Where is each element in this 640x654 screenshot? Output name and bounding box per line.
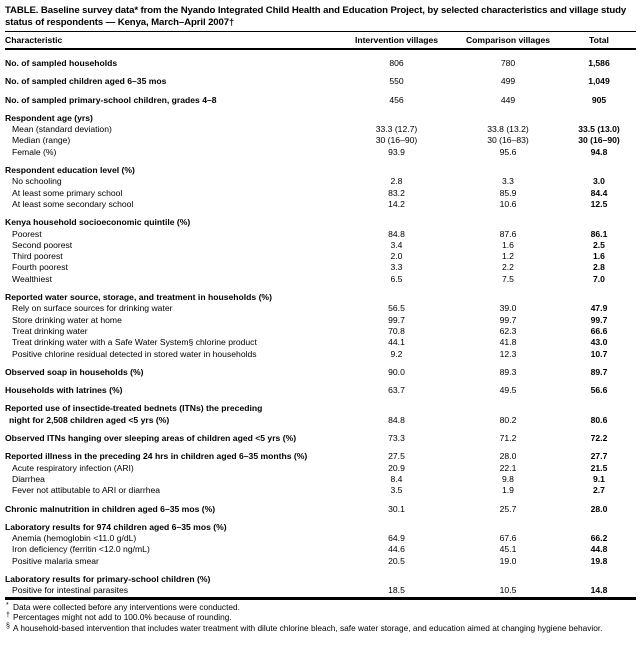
row-label: Positive for intestinal parasites [12, 585, 129, 596]
cell-intervention: 64.9 [388, 533, 405, 544]
cell-total: 3.0 [593, 176, 605, 187]
table-row [5, 585, 636, 596]
cell-total: 19.8 [590, 555, 608, 566]
row-label: Treat drinking water with a Safe Water System§ chlorine product [12, 337, 257, 348]
row-label: Positive malaria smear [12, 555, 99, 566]
cell-intervention: 3.4 [390, 239, 403, 250]
cell-comparison: 10.6 [499, 198, 517, 209]
row-label: Reported illness in the preceding 24 hrs in children aged 6–35 months (%) [5, 451, 308, 462]
table-row [5, 240, 636, 251]
footnote-marker: § [6, 622, 10, 630]
cell-comparison: 22.1 [499, 462, 517, 473]
cell-comparison: 71.2 [499, 433, 517, 444]
cell-total: 47.9 [590, 303, 608, 314]
cell-intervention: 44.1 [388, 337, 405, 348]
cell-total: 99.7 [590, 314, 608, 325]
bottom-rule [5, 597, 636, 600]
cell-comparison: 19.0 [499, 555, 517, 566]
row-label: Second poorest [12, 239, 73, 250]
row-label: No. of sampled households [5, 58, 118, 68]
cell-total: 80.6 [590, 414, 608, 425]
cell-intervention: 44.6 [388, 544, 405, 555]
cell-intervention: 20.9 [388, 462, 405, 473]
cell-total: 14.8 [590, 585, 608, 596]
cell-intervention: 56.5 [388, 303, 405, 314]
section-label: Respondent education level (%) [5, 165, 135, 176]
cell-total: 44.8 [590, 544, 608, 555]
cell-comparison: 7.5 [502, 273, 514, 284]
cell-total: 72.2 [590, 433, 608, 444]
cell-total: 30 (16–90) [578, 135, 620, 146]
cell-comparison: 25.7 [499, 503, 517, 514]
cell-intervention: 18.5 [388, 585, 405, 596]
table-row [5, 433, 636, 444]
cell-comparison: 49.5 [499, 385, 517, 396]
cell-total: 66.2 [590, 533, 608, 544]
cell-comparison: 780 [500, 58, 516, 68]
row-label: Iron deficiency (ferritin <12.0 ng/mL) [12, 544, 150, 555]
row-label: Observed soap in households (%) [5, 366, 144, 377]
footnote-text: Percentages might not add to 100.0% because of rounding. [13, 612, 232, 623]
cell-total: 94.8 [590, 146, 608, 157]
footnotes [5, 602, 636, 634]
cell-intervention: 70.8 [388, 325, 405, 336]
cell-comparison: 62.3 [499, 325, 517, 336]
row-label: No. of sampled primary-school children, grades 4–8 [5, 94, 217, 105]
cell-comparison: 33.8 (13.2) [487, 124, 529, 135]
row-label: Third poorest [12, 251, 63, 262]
column-header-comparison-villages: Comparison villages [465, 35, 551, 45]
cell-comparison: 499 [500, 76, 516, 87]
cell-total: 1.6 [593, 251, 605, 262]
cell-intervention: 63.7 [388, 385, 405, 396]
cell-intervention: 3.5 [390, 485, 403, 496]
table-row [5, 403, 636, 426]
cell-total: 12.5 [590, 198, 608, 209]
footnote-text: Data were collected before any interventions were conducted. [13, 601, 240, 612]
table-row [5, 95, 636, 106]
row-label: Treat drinking water [12, 325, 88, 336]
table-header-row [5, 32, 636, 48]
row-label: Wealthiest [12, 273, 52, 284]
cell-comparison: 99.7 [499, 314, 517, 325]
table-row [5, 367, 636, 378]
cell-comparison: 449 [500, 94, 516, 105]
table-row [5, 274, 636, 285]
cell-total: 33.5 (13.0) [578, 124, 620, 135]
table-row [5, 58, 636, 69]
cell-total: 2.7 [593, 485, 605, 496]
section-row [5, 522, 636, 533]
cell-comparison: 67.6 [499, 533, 517, 544]
cell-total: 1,049 [588, 76, 610, 87]
table-row [5, 463, 636, 474]
table-row [5, 544, 636, 555]
cell-intervention: 73.3 [388, 433, 405, 444]
row-label: Rely on surface sources for drinking water [12, 303, 173, 314]
cell-comparison: 95.6 [499, 146, 517, 157]
footnote-marker: * [6, 601, 9, 609]
cell-intervention: 9.2 [390, 348, 403, 359]
section-row [5, 113, 636, 124]
row-label: Store drinking water at home [12, 314, 122, 325]
table-row [5, 188, 636, 199]
column-header-characteristic: Characteristic [5, 35, 63, 45]
table-body [5, 50, 636, 597]
cell-comparison: 80.2 [499, 414, 517, 425]
cell-intervention: 8.4 [390, 473, 403, 484]
cell-intervention: 2.0 [390, 251, 403, 262]
table-row [5, 326, 636, 337]
cell-intervention: 30 (16–90) [375, 135, 418, 146]
row-label: Fever not attibutable to ARI or diarrhea [12, 485, 161, 496]
footnote [5, 623, 636, 634]
section-row [5, 292, 636, 303]
table-row [5, 176, 636, 187]
cell-intervention: 93.9 [388, 146, 405, 157]
table-row [5, 135, 636, 146]
row-label: Diarrhea [12, 473, 45, 484]
row-label: At least some primary school [12, 187, 123, 198]
table-row [5, 504, 636, 515]
section-label: Laboratory results for primary-school children (%) [5, 573, 211, 584]
section-row [5, 165, 636, 176]
table-row [5, 199, 636, 210]
cell-comparison: 39.0 [499, 303, 517, 314]
table-row [5, 385, 636, 396]
table-row [5, 315, 636, 326]
section-label: Laboratory results for 974 children aged 6–35 mos (%) [5, 521, 227, 532]
row-label: Acute respiratory infection (ARI) [12, 462, 134, 473]
section-label: Reported water source, storage, and treatment in households (%) [5, 292, 272, 303]
table-row [5, 147, 636, 158]
cell-intervention: 550 [389, 76, 404, 87]
cell-total: 43.0 [590, 337, 608, 348]
cell-comparison: 9.8 [502, 473, 514, 484]
table-row [5, 337, 636, 348]
cell-comparison: 85.9 [499, 187, 517, 198]
row-label: Households with latrines (%) [5, 385, 123, 396]
row-label: At least some secondary school [12, 198, 134, 209]
table-row [5, 474, 636, 485]
table-row [5, 76, 636, 87]
cell-comparison: 28.0 [499, 451, 517, 462]
table-row [5, 262, 636, 273]
table-row [5, 229, 636, 240]
cell-comparison: 12.3 [499, 348, 517, 359]
cell-comparison: 30 (16–83) [487, 135, 529, 146]
cell-total: 1,586 [588, 58, 610, 68]
cell-intervention: 84.8 [388, 228, 405, 239]
cell-intervention: 33.3 (12.7) [375, 124, 418, 135]
cell-intervention: 30.1 [388, 503, 405, 514]
cell-total: 7.0 [593, 273, 605, 284]
row-label: Fourth poorest [12, 262, 68, 273]
row-label: Poorest [12, 228, 42, 239]
cell-intervention: 14.2 [388, 198, 405, 209]
cell-intervention: 2.8 [390, 176, 403, 187]
cell-comparison: 87.6 [499, 228, 517, 239]
row-label: Mean (standard deviation) [12, 124, 112, 135]
row-label: Chronic malnutrition in children aged 6–35 mos (%) [5, 503, 216, 514]
column-header-total: Total [589, 35, 609, 45]
section-row [5, 217, 636, 228]
cell-comparison: 1.9 [502, 485, 514, 496]
table-row [5, 451, 636, 462]
row-label: Median (range) [12, 135, 71, 146]
footnote-marker: † [6, 612, 10, 620]
cell-comparison: 3.3 [502, 176, 514, 187]
row-label: No. of sampled children aged 6–35 mos [5, 76, 167, 87]
column-header-intervention-villages: Intervention villages [354, 35, 439, 45]
cell-total: 66.6 [590, 325, 608, 336]
row-label: Female (%) [12, 146, 57, 157]
cell-intervention: 6.5 [390, 273, 403, 284]
footnote [5, 612, 636, 623]
cell-intervention: 3.3 [390, 262, 403, 273]
row-label: No schooling [12, 176, 62, 187]
cell-intervention: 83.2 [388, 187, 405, 198]
table-row [5, 303, 636, 314]
footnote-text: A household-based intervention that includes water treatment with dilute chlorine bleach, safe water storage, and education aimed at changing hygiene behavior. [13, 622, 603, 633]
cell-total: 86.1 [590, 228, 608, 239]
cell-intervention: 90.0 [388, 366, 405, 377]
table-row [5, 349, 636, 360]
row-label: Positive chlorine residual detected in stored water in households [12, 348, 257, 359]
table-row [5, 124, 636, 135]
footnote [5, 602, 636, 613]
table-row [5, 251, 636, 262]
cell-total: 84.4 [590, 187, 608, 198]
cell-comparison: 10.5 [499, 585, 517, 596]
cell-total: 89.7 [590, 366, 608, 377]
cell-comparison: 45.1 [499, 544, 517, 555]
table-row [5, 556, 636, 567]
row-label: Reported use of insectide-treated bednets (ITNs) the preceding night for 2,508 children aged <5 yrs (%) [5, 403, 263, 425]
cell-intervention: 27.5 [388, 451, 405, 462]
cell-comparison: 1.2 [502, 251, 514, 262]
cell-total: 21.5 [590, 462, 608, 473]
cell-total: 905 [591, 94, 607, 105]
cell-intervention: 456 [389, 94, 404, 105]
cell-total: 28.0 [590, 503, 608, 514]
cell-intervention: 806 [389, 58, 404, 68]
cell-comparison: 1.6 [502, 239, 514, 250]
cell-intervention: 84.8 [388, 414, 405, 425]
cell-comparison: 41.8 [499, 337, 517, 348]
table-row [5, 533, 636, 544]
cell-total: 2.5 [593, 239, 605, 250]
cell-total: 10.7 [590, 348, 608, 359]
cell-comparison: 89.3 [499, 366, 517, 377]
cell-intervention: 99.7 [388, 314, 405, 325]
table-row [5, 485, 636, 496]
cell-total: 9.1 [593, 473, 605, 484]
cell-intervention: 20.5 [388, 555, 405, 566]
row-label: Observed ITNs hanging over sleeping areas of children aged <5 yrs (%) [5, 433, 297, 444]
row-label: Anemia (hemoglobin <11.0 g/dL) [12, 533, 137, 544]
cell-total: 27.7 [590, 451, 608, 462]
table-title: TABLE. Baseline survey data* from the Nyando Integrated Child Health and Education Project, by selected characteristics and village study status of respondents — Kenya, March–April 2007† [5, 5, 627, 28]
section-row [5, 574, 636, 585]
cell-total: 56.6 [590, 385, 608, 396]
cell-total: 2.8 [593, 262, 605, 273]
section-label: Respondent age (yrs) [5, 112, 93, 123]
cell-comparison: 2.2 [502, 262, 514, 273]
section-label: Kenya household socioeconomic quintile (%) [5, 217, 191, 228]
